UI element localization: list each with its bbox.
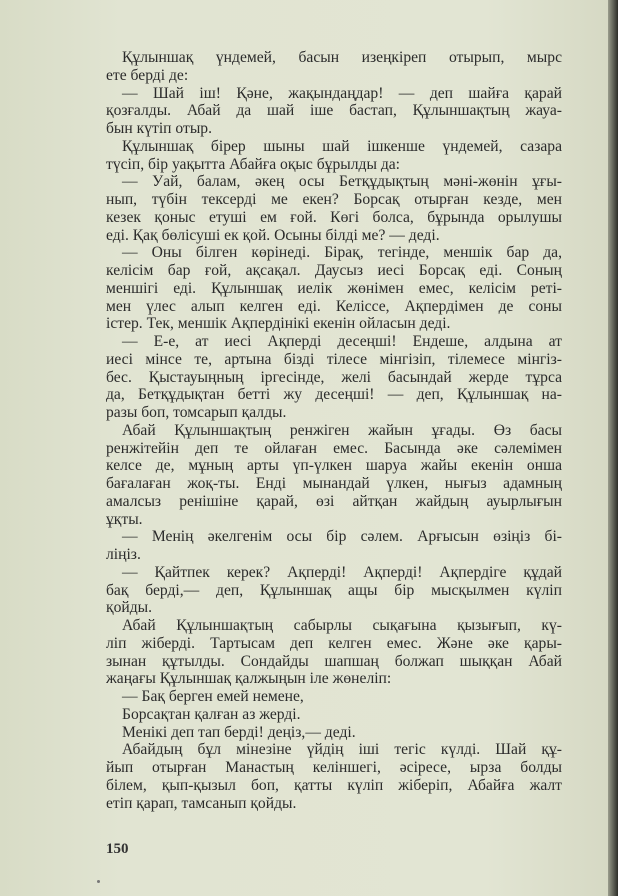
- text-line: ліп жіберді. Тартысам деп келген емес. Және әке қары-: [106, 634, 562, 652]
- text-line: — Шай іш! Қәне, жақындаңдар! — деп шайға қарай: [122, 84, 562, 102]
- text-line: иесі мінсе те, артына бізді тілесе мінгізіп, тілемесе мінгіз-: [106, 350, 562, 368]
- text-line: — Оны білген көрінеді. Бірақ, тегінде, меншік бар да,: [122, 244, 562, 262]
- text-line: ете берді де:: [106, 66, 189, 84]
- text-line: ұқты.: [106, 510, 143, 528]
- text-line: нып, түбін тексерді ме екен? Борсақ отырған кезде, мен: [106, 191, 562, 208]
- paragraph: [106, 138, 562, 174]
- paragraph: [106, 528, 562, 564]
- body-text: [106, 49, 562, 812]
- text-line: — Уай, балам, әкең осы Бетқұдықтың мәні-жөнін ұғы-: [122, 173, 562, 191]
- text-line: — Менің әкелгенім осы бір сәлем. Арғысын өзіңіз бі-: [122, 528, 562, 546]
- text-line: жаңағы Құлыншақ қалжыңын іле жөнеліп:: [106, 670, 392, 688]
- text-line: кезек қоныс етуші ем ғой. Көгі болса, бұрында орылушы: [106, 208, 562, 226]
- paragraph: [106, 741, 562, 812]
- paragraph: [106, 173, 562, 244]
- text-line: Абай Құлыншақтың ренжіген жайын ұғады. Өз басы: [122, 421, 562, 439]
- text-line: Абайдың бұл мінезіне үйдің іші тегіс күлді. Шай құ-: [122, 741, 562, 759]
- paragraph: [106, 688, 562, 706]
- text-line: ліңіз.: [106, 546, 141, 563]
- text-line: келсе де, мұның арты үп-үлкен шаруа жайы екенін онша: [106, 457, 562, 475]
- paragraph: [106, 564, 562, 617]
- text-line: да, Бетқұдықтан бетті жу десеңші! — деп, Құлыншақ на-: [106, 386, 562, 404]
- text-line: амалсыз ренішіне қарай, өзі айтқан жайдың ауырлығын: [106, 492, 562, 510]
- text-line: бын күтіп отыр.: [106, 120, 212, 137]
- text-line: істер. Тек, меншік Ақпердінікі екенін ойласын деді.: [106, 315, 451, 333]
- paragraph: [106, 85, 562, 138]
- paragraph: [106, 422, 562, 529]
- scan-speck: [97, 880, 100, 883]
- paragraph: [106, 333, 562, 422]
- paragraph: [106, 724, 562, 742]
- text-line: Менікі деп тап берді! деңіз,— деді.: [122, 723, 356, 741]
- text-line: Борсақтан қалған аз жерді.: [122, 705, 301, 723]
- text-line: — Қайтпек керек? Ақперді! Ақперді! Ақпердіге құдай: [122, 563, 562, 581]
- text-line: қойды.: [106, 599, 153, 617]
- text-line: — Е-е, ат иесі Ақперді десеңші! Ендеше, алдына ат: [122, 333, 562, 350]
- book-edge-shadow: [608, 0, 618, 896]
- text-line: — Бақ берген емей немене,: [122, 688, 304, 705]
- text-line: келісім бар ғой, ақсақал. Даусыз иесі Борсақ еді. Соның: [106, 262, 562, 279]
- text-line: Абай Құлыншақтың сабырлы сықағына қызығып, кү-: [122, 617, 562, 634]
- text-line: разы боп, томсарып қалды.: [106, 404, 287, 421]
- text-line: мен үлес алып келген еді. Келіссе, Ақпердімен де соны: [106, 297, 562, 315]
- text-line: йып отырған Манастың келіншегі, әсіресе, ырза болды: [106, 759, 562, 776]
- paragraph: [106, 706, 562, 724]
- text-line: қозғалды. Абай да шай іше бастап, Құлыншақтың жауа-: [106, 102, 562, 120]
- text-line: зынан құтылды. Сондайды шапшаң болжап шыққан Абай: [106, 652, 562, 670]
- paragraph: [106, 49, 562, 85]
- text-line: Құлыншақ бірер шыны шай ішкенше үндемей, сазара: [122, 137, 562, 155]
- text-line: етіп қарап, тамсанып қойды.: [106, 794, 297, 812]
- text-line: меншігі еді. Құлыншақ иелік жөнімен емес, келісім реті-: [106, 279, 562, 297]
- text-line: түсіп, бір уақытта Абайға оқыс бұрылды да:: [106, 155, 401, 173]
- text-line: ренжітейін деп те ойлаған емес. Басында әке сәлемімен: [106, 439, 562, 457]
- paragraph: [106, 617, 562, 688]
- paragraph: [106, 244, 562, 333]
- text-line: еді. Қақ бөлісуші ек қой. Осыны білді ме? — деді.: [106, 226, 440, 244]
- text-line: бағалаған жоқ-ты. Енді мынандай үлкен, нығыз адамның: [106, 475, 562, 492]
- text-line: бес. Қыстауыңның іргесінде, желі басындай жерде тұрса: [106, 368, 562, 386]
- page-number: 150: [106, 841, 129, 857]
- text-line: бақ берді,— деп, Құлыншақ ащы бір мысқылмен күліп: [106, 581, 562, 599]
- text-line: Құлыншақ үндемей, басын изеңкіреп отырып, мырс: [122, 49, 562, 66]
- text-line: білем, қып-қызыл боп, қатты күліп жіберіп, Абайға жалт: [106, 776, 562, 794]
